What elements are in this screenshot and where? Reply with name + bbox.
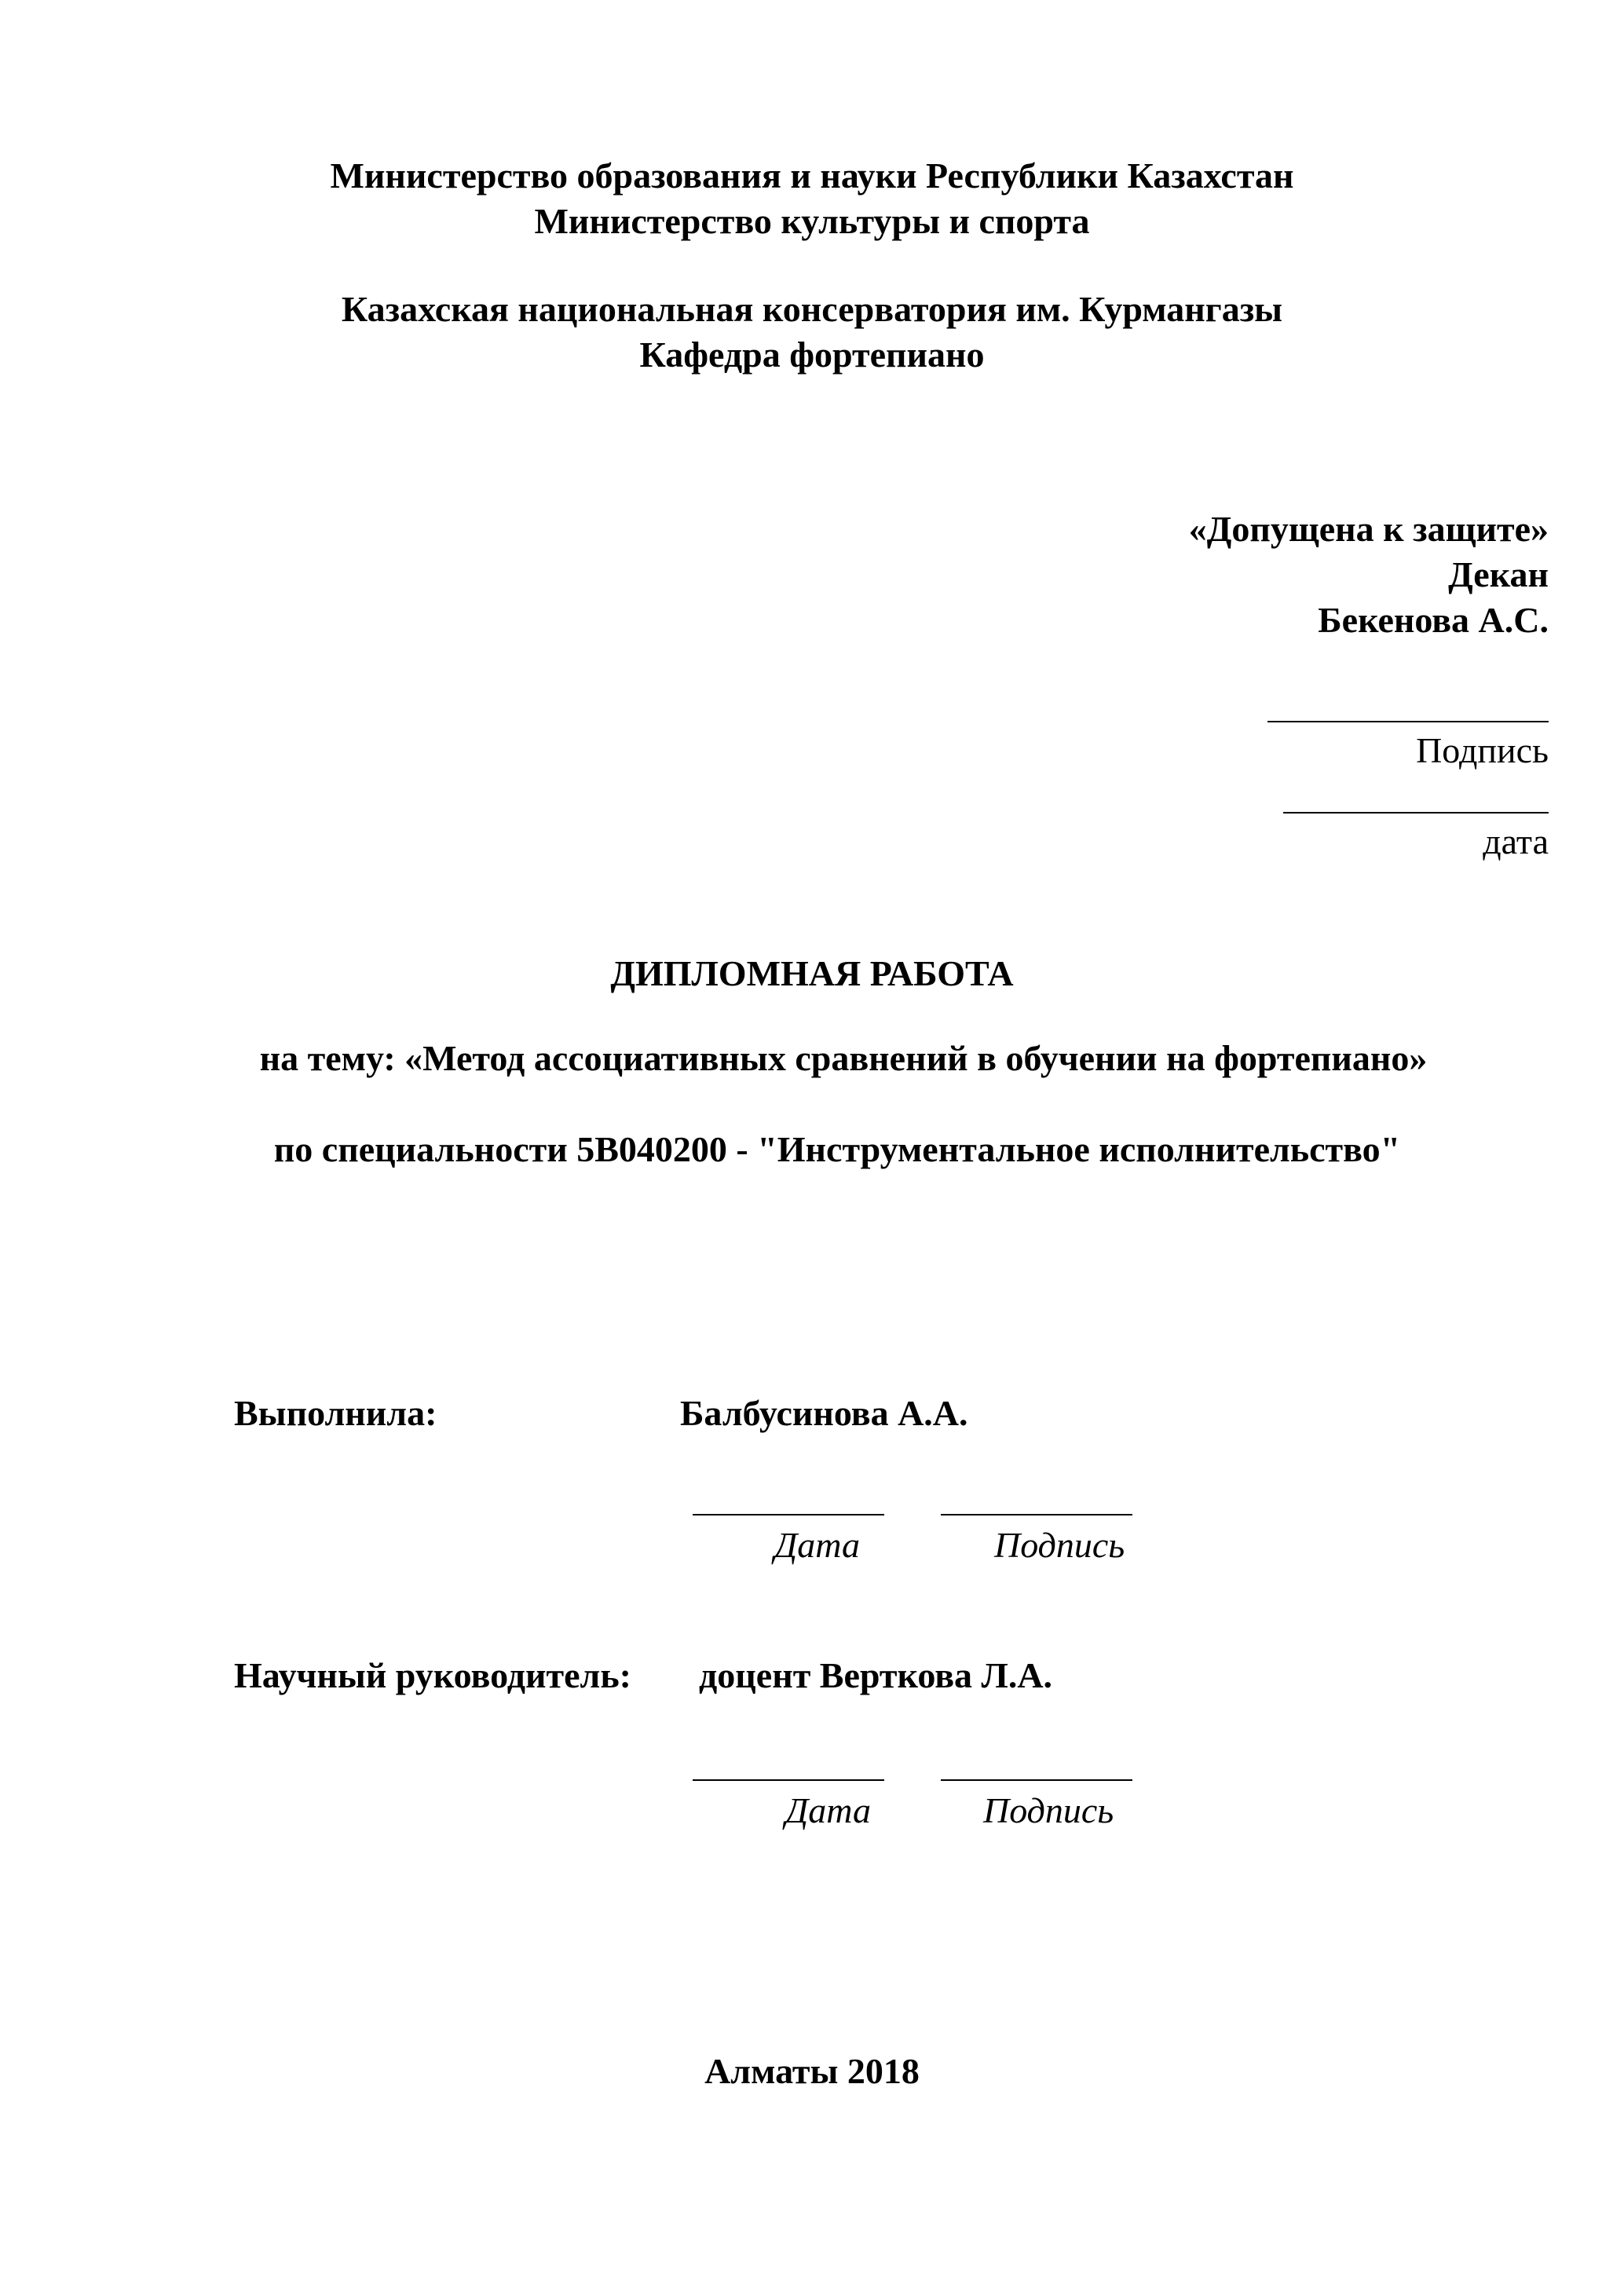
- ministry-education-heading: Министерство образования и науки Республики Казахстан: [330, 155, 1294, 196]
- dean-signature-caption: Подпись: [1416, 730, 1549, 770]
- thesis-topic: на тему: «Метод ассоциативных сравнений в обучении на фортепиано»: [259, 1038, 1428, 1078]
- thesis-specialty: по специальности 5В040200 - "Инструментальное исполнительство": [273, 1129, 1401, 1169]
- city-year-footer: Алматы 2018: [704, 2051, 920, 2091]
- dean-date-caption: дата: [1483, 821, 1549, 861]
- thesis-type-title: ДИПЛОМНАЯ РАБОТА: [610, 953, 1014, 993]
- supervisor-signature-caption: Подпись: [983, 1790, 1114, 1830]
- author-date-caption: Дата: [774, 1525, 861, 1565]
- dean-signature-line: [1267, 721, 1549, 722]
- author-signature-line: [941, 1514, 1132, 1515]
- supervisor-name: доцент Верткова Л.А.: [699, 1655, 1053, 1695]
- author-signature-caption: Подпись: [994, 1525, 1125, 1565]
- ministry-culture-heading: Министерство культуры и спорта: [534, 201, 1090, 241]
- dean-name: Бекенова А.С.: [1318, 600, 1549, 640]
- author-label: Выполнила:: [234, 1393, 437, 1433]
- supervisor-signature-line: [941, 1779, 1132, 1781]
- dean-role-label: Декан: [1448, 554, 1549, 594]
- author-name: Балбусинова А.А.: [680, 1393, 968, 1433]
- supervisor-date-line: [693, 1779, 884, 1781]
- dean-date-line: [1283, 812, 1549, 813]
- supervisor-date-caption: Дата: [785, 1790, 872, 1830]
- conservatory-heading: Казахская национальная консерватория им. Курмангазы: [341, 289, 1283, 329]
- department-heading: Кафедра фортепиано: [639, 335, 985, 375]
- admitted-to-defense-label: «Допущена к защите»: [1188, 509, 1549, 549]
- supervisor-label: Научный руководитель:: [234, 1655, 631, 1695]
- author-date-line: [693, 1514, 884, 1515]
